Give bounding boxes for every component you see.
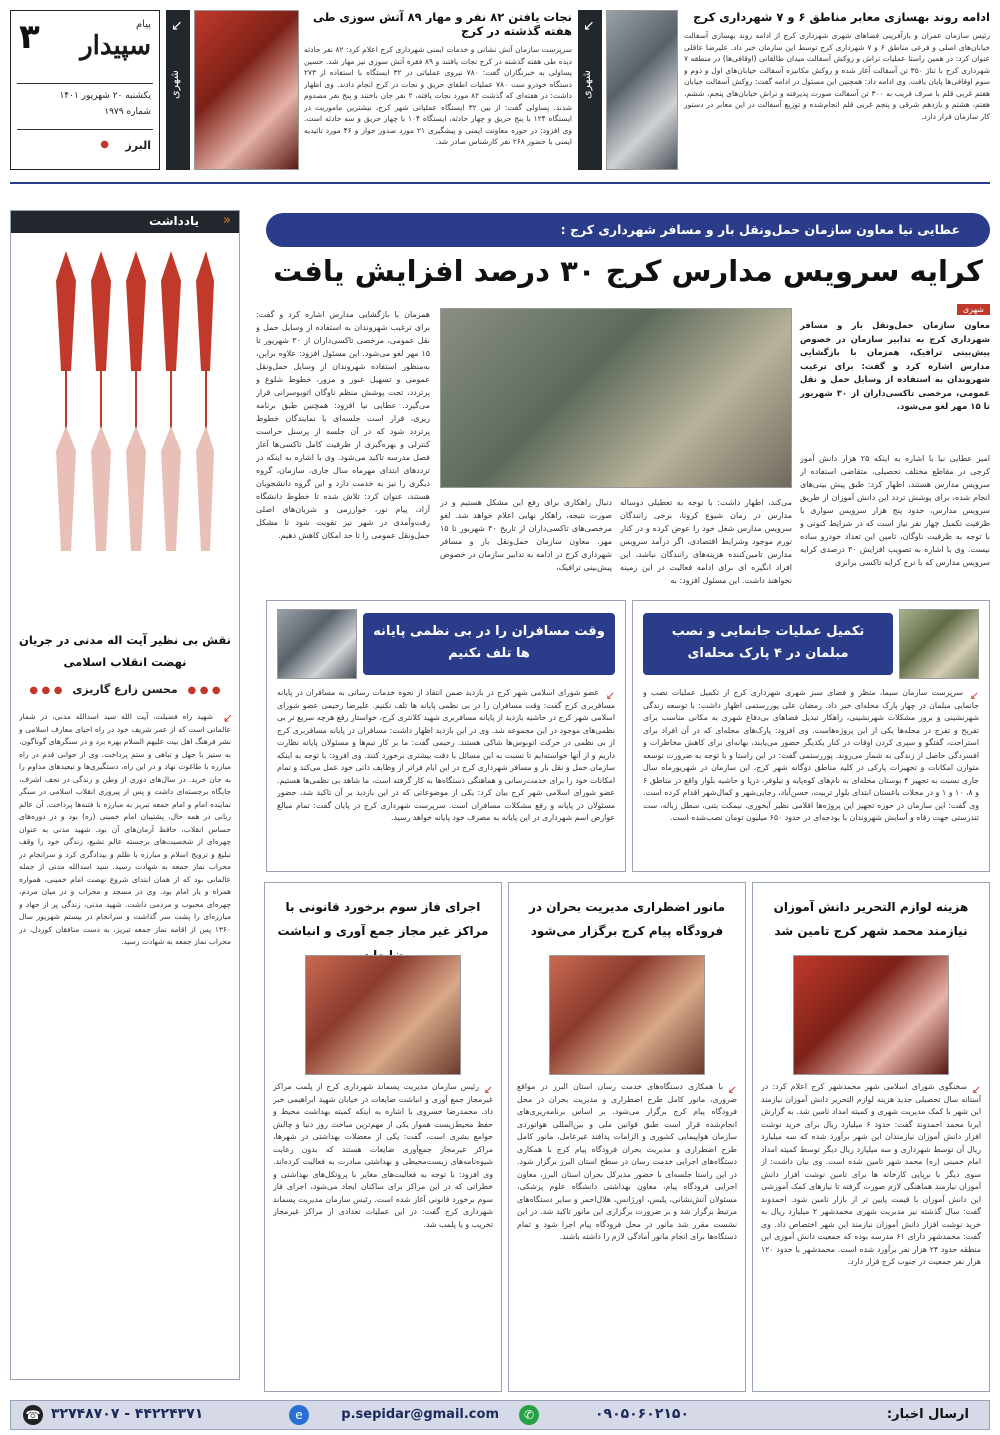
email-address[interactable]: p.sepidar@gmail.com	[341, 1407, 499, 1422]
sidebar-header	[11, 211, 239, 233]
lead-kicker: عطایی نیا معاون سازمان حمل‌ونقل بار و مسافر شهرداری کرج :	[560, 222, 960, 237]
arrow-down-left-icon: ↙	[483, 1083, 493, 1096]
logo-small: پیام	[135, 19, 151, 30]
stationery-title: هزینه لوازم التحریر دانش آموزان نیازمند محمد شهر کرج تامین شد	[773, 900, 969, 938]
sidebar-editorial	[10, 210, 240, 1380]
scrap-center-photo	[305, 955, 461, 1075]
lead-col-3: دنبال راهکاری برای رفع این مشکل هستیم و در صورت نتیجه، راهکار نهایی اعلام خواهد شد. لغو مرخصی‌های تاکسی‌داران از تاریخ ۳۰ شهریور تا ۱۵ مهر. معاون سازمان حمل‌ونقل بار و مسافر شهرداری کرج در ادامه به تدابیر سازمان در خصوص پیش‌بینی ترافیک،	[440, 498, 612, 572]
terminal-visit-photo	[277, 609, 357, 679]
footer-contact-bar	[10, 1400, 990, 1430]
author-name: محسن زارع گاریزی	[72, 683, 178, 696]
lead-kicker-bar	[266, 213, 990, 247]
lead-col-2: می‌کند، اظهار داشت: با توجه به تعطیلی دوساله مدارس در زمان شیوع کرونا، برخی رانندگان سرویس مدارس شغل خود را عوض کرده و در کنار تورم موجود وشرایط اقتصادی، اگر درآمد سرویس مدارس تامین‌کننده هزینه‌های رانندگان نباشد، این افراد انگیزه ای برای ادامه فعالیت در این زمینه نخواهند داشت. این مسئول افزود: به	[620, 498, 792, 585]
arrow-down-left-icon: ↙	[583, 18, 595, 34]
lead-intro: معاون سازمان حمل‌ونقل بار و مسافر شهرداری کرج به تدابیر سازمان در خصوص پیش‌بینی ترافیک، همزمان با بازگشایی مدارس اشاره کرد و گفت: برای ترغیب شهروندان به استفاده از وسایل حمل و نقل عمومی، مرخصی تاکسی‌داران از ۳۰ شهریور تا ۱۵ مهر لغو می‌شود.	[800, 321, 990, 412]
airport-title: مانور اضطراری مدیریت بحران در فرودگاه پیام کرج برگزار می‌شود	[528, 900, 726, 938]
officials-meeting-photo	[440, 308, 792, 488]
arrow-down-left-icon: ↙	[605, 689, 615, 702]
story-title: نجات یافتن ۸۲ نفر و مهار ۸۹ آتش سوزی طی هفته گذشته در کرج	[312, 10, 572, 38]
story-road-paving	[684, 10, 990, 175]
province-label: البرز	[125, 139, 151, 152]
stationery-body: سخنگوی شورای اسلامی شهر محمدشهر کرج اعلام کرد: در آستانه سال تحصیلی جدید هزینه لوازم التحریر دانش آموزان نیازمند این شهر با کمک مدیریت شهری و کمیته امداد تامین شد. به گزارش ایرنا محمد احمدوند گفت: حدود ۶ میلیارد ریال برای خرید نوشت افزار دانش آموزان نیازمندان این شهر برآورد شده که سه میلیارد ریال آن توسط شهرداری و سه میلیارد ریال دیگر توسط کمیته امداد امام خمینی (ره) محمد شهر تامین شده است. وی بیان داشت: از سوی دیگر با برپایی کارخانه ها برای تامین نوشت افزار دانش آموزان نیازمند هماهنگی لازم صورت گرفته تا نیازهای کمک آموزشی این دانش آموزان با قیمت پایین تر از بازار تامین شود. احمدوند گفت: سال گذشته نیز مدیریت شهری محمدشهر ۲ میلیارد ریال به خرید نوشت افزار دانش آموزان نیازمند این شهر اختصاص داد. وی گفت: محمدشهر دارای ۶۱ مدرسه بوده که جمعیت دانش آموزی این منطقه حدود ۲۴ هزار نفر برآورد شده است. محمدشهر با حدود ۱۲۰ هزار نفر جمعیت در جنوب کرج قرار دارد.	[761, 1082, 981, 1266]
sidebar-header-label: یادداشت	[149, 214, 199, 228]
arrow-down-left-icon: ↙	[727, 1083, 737, 1096]
whatsapp-icon: ✆	[519, 1405, 539, 1425]
section-label-middle: شهری	[168, 70, 181, 99]
editorial-title: نقش بی نظیر آیت اله مدنی در جریان نهضت انقلاب اسلامی	[19, 633, 231, 669]
story-scrap-centers	[264, 882, 502, 1392]
page-number: ۳	[19, 17, 40, 57]
fire-station-photo	[194, 10, 299, 170]
terminal-title-bar	[363, 613, 615, 675]
lead-col-1: امیر عطایی نیا با اشاره به اینکه ۲۵ هزار دانش آموز کرجی در مقاطع مختلف تحصیلی، متقاضی استفاده از سرویس مدارس هستند، اظهار کرد: طبق پیش بینی‌های انجام شده، برای پوشش تردد این دانش آموزان از طریق سرویس مدارس، حدود پنج هزار سرویس سواری با ظرفیت تکمیل چهار نفر نیاز است که در شرایط کنونی و با توجه به ظرفیت ناوگان، تامین این تعداد خودرو ساده نیست. وی با اشاره به تصویب افزایش ۳۰ درصدی کرایه سرویس مدارس که با نرخ کرایه تاکسی برابری	[800, 454, 990, 567]
phone-icon: ☎	[23, 1405, 43, 1425]
editorial-body: شهید راه فضیلت، آیت الله سید اسدالله مدنی، در شمار عالمانی است که از عمر شریف خود در راه احیای معارف اسلامی و نشر فرهنگ اهل بیت علیهم السلام بهره برد و در سنگرهای گوناگون، به ستیز با جهل و تباهی و ستم پرداخت. وی از جوانی قدم در راه مبارزه با طاغوت نهاد و در این راه، دستگیری‌ها و تبعیدهای مداوم را به جان خرید. در سال‌های دوری از وطن و زندگی در نجف اشرف، جایگاه برجسته‌ای داشت و پس از پیروزی انقلاب اسلامی در سنگر نماینده امام و امام جمعه تبریز به مبارزه با فتنه‌ها پرداخت. آن عالم ربانی در همه حال، پشتیبان امام خمینی (ره) بود و در دوره‌های حساس انقلاب، حافظ آرمان‌های آن بود. شهید مدنی به عنوان چهره‌ای از شخصیت‌های برجسته عالم تشیع، زندگی خود را وقف تبلیغ و ترویج اسلام و مبارزه با ظلم و بیدادگری کرد و سرانجام در محراب نماز جمعه به شهادت رسید. سید اسدالله مدنی از جمله عالمانی بود که از همان ابتدای شروع نهضت امام خمینی، همواره همراه و یار امام بود. وی در مسجد و محراب و در میان مردم، چهره‌ای محبوب و مردمی داشت. شهید مدنی، زندگی پر از جهاد و مبارزه‌ای را پشت سر گذاشت و سرانجام در بیستم شهریور سال ۱۳۶۰ پس از اقامه نماز جمعه تبریز، به دست منافقان کوردل، در محراب نماز جمعه به شهادت رسید.	[19, 712, 231, 946]
road-paving-photo	[606, 10, 678, 170]
story-airport-drill	[508, 882, 746, 1392]
memorial-graphic	[36, 251, 216, 611]
province-dot: ●	[100, 139, 109, 150]
stationery-store-photo	[793, 955, 949, 1075]
dot-divider: ● ● ●	[187, 685, 221, 696]
lead-headline: کرایه سرویس مدارس کرج ۳۰ درصد افزایش یافت	[273, 254, 983, 288]
lead-col-4: همزمان با بازگشایی مدارس اشاره کرد و گفت: برای ترغیب شهروندان به استفاده از وسایل حمل و نقل عمومی، مرخصی تاکسی‌داران از ۳۰ شهریور تا ۱۵ مهر لغو می‌شود. این مسئول افزود: علاوه براین، به‌منظور استفاده شهروندان از وسایل حمل‌ونقل عمومی و تسهیل عبور و مرور، خطوط شلوغ و پرتردد، تحت پوشش منظم ناوگان اتوبوسرانی قرار می‌گیرد. عطایی نیا افزود: همچنین طبق برنامه ریزی، قرار است جلسه‌ای با نمایندگان خطوط پرتردد شود که در آن جلسه از پرسنل حراست کنترلی و بهره‌گیری از ظرفیت کامل تاکسی‌ها آغاز فصل مدرسه تاکید می‌شود. وی با اشاره به اینکه در ترددهای ابتدای مهرماه سال جاری، سازمان، گروه دیگری را نیز به خدمت دارد و این گروه دانشجویان هستند، عنوان کرد: تلاش شده تا خطوط دانشگاه آزاد، پیام نور، خوارزمی و شریان‌های اصلی رفت‌وآمدی در شهر نیز تقویت شود تا مشکل حمل‌ونقل عمومی را تا حد امکان کاهش دهیم.	[256, 310, 430, 540]
airport-body: با همکاری دستگاه‌های خدمت رسان استان البرز در مواقع ضروری، مانور کامل طرح اضطراری و مدیریت بحران در محل فرودگاه پیام کرج برگزار می‌شود. بر اساس برنامه‌ریزی‌های انجام‌شده قرار است طبق قوانین ملی و بین‌المللی هوانوردی سازمان هواپیمایی کشوری و الزامات پدافند غیرعامل، مانور کامل طرح اضطراری و مدیریت بحران فرودگاه پیام کرج با همکاری دستگاه‌های اجرایی خدمت رسان در سطح استان البرز برگزار شود. در این راستا جلسه‌ای با حضور مدیرکل بحران استان البرز، معاون اجرایی فرودگاه پیام، معاون بهداشتی دانشگاه علوم پزشکی، مسئولان آتش‌نشانی، پلیس، اورژانس، هلال‌احمر و سایر دستگاه‌های مرتبط برگزار شد و بر ضرورت برگزاری این مانور تاکید شد. در این نشست مقرر شد مانور در محل فرودگاه پیام اجرا شود و تمام دستگاه‌ها برای انجام مانور آمادگی لازم را داشته باشند.	[517, 1082, 737, 1241]
park-title: تکمیل عملیات جانمایی و نصب مبلمان در ۴ پارک محله‌ای	[671, 624, 865, 661]
story-stationery	[752, 882, 990, 1392]
mobile-number[interactable]: ۰۹۰۵۰۶۰۲۱۵۰	[595, 1406, 689, 1422]
section-tab-middle	[166, 10, 190, 170]
section-label-right: شهری	[580, 70, 593, 99]
lead-story-body	[256, 304, 990, 594]
arrow-down-left-icon: ↙	[171, 18, 183, 34]
crisis-meeting-photo	[549, 955, 705, 1075]
arrow-down-left-icon: ↙	[222, 711, 233, 725]
editorial-author	[19, 683, 231, 696]
chevron-double-icon: «	[223, 213, 231, 228]
terminal-body: عضو شورای اسلامی شهر کرج در بازدید ضمن انتقاد از نحوه خدمات رسانی به مسافران در پایانه مسافربری کرج گفت: وقت مسافران را در بی نظمی پایانه ها تلف نکنیم. علیرضا رحیمی عضو شورای اسلامی شهر کرج در حاشیه بازدید از پایانه مسافربری شهید کلانتری کرج، خواستار رفع هرچه سریع تر بی نظمی‌های موجود در این مجموعه شد. وی در این بازدید اظهار داشت: مسافران در پایانه مسافربری کرج از بی نظمی در حرکت اتوبوس‌ها شاکی هستند. رحیمی گفت: ما بر کار تیم‌ها و مسئولان پایانه نظارت داریم و از آنها خواسته‌ایم تا نسبت به این مسائل با دقت بیشتری برخورد کنند. وی افزود: با توجه به اینکه سازمان حمل و نقل بار و مسافر شهرداری کرج در این ایام فراتر از وظایف ذاتی خود عمل می‌کند و تمام امکانات خود را برای خدمت‌رسانی و هماهنگی دستگاه‌ها به کار گرفته است، ما شاهد بی نظمی‌ها هستیم. عضو شورای اسلامی شهر کرج بیان کرد: یکی از موضوعاتی که در این بازدید بر آن تاکید شد، حضور مسئولان در پایانه و رفع مشکلات مسافران است. سرپرست شهرداری کرج در پایان گفت: تمام مبالغ عوارض اسم شهرداری در این پایانه به مصرف خود پایانه خواهد رسید.	[277, 688, 615, 822]
email-icon: e	[289, 1405, 309, 1425]
terminal-title: وقت مسافران را در بی نظمی پایانه ها تلف نکنیم	[373, 624, 605, 661]
logo-main: سپیدار	[80, 31, 151, 61]
story-title: ادامه روند بهسازی معابر مناطق ۶ و ۷ شهرداری کرج	[693, 10, 990, 24]
section-tab-right	[578, 10, 602, 170]
story-body: رئیس سازمان عمران و بازآفرینی فضاهای شهری شهرداری کرج از ادامه روند بهسازی آسفالت خیابان‌های اصلی و فرعی مناطق ۶ و ۷ شهرداری کرج توسط این سازمان خبر داد. علیرضا عاقلی عنوان کرد: در همین راستا عملیات تراش و روکش آسفالت میدان طالقانی (اوقافی‌ها) در منطقه ۷ شهرداری کرج با تناژ ۳۵۰ تن آسفالت آغاز شده و روکش مکانیزه آسفالت خیابان‌های اول و دوم و سوم اوقافی‌ها پایان یافت. وی ادامه داد: همچنین این مسئول در ادامه گفت: روکش آسفالت خیابان هفتم غربی قلم با صرف قریب به ۳۰۰ تن آسفالت صورت پذیرفته و تراش خیابان‌های پنجم، ششم، هفتم، هشتم و یازدهم شرقی و پنجم غربی قلم انجام‌شده و توزیع آسفالت در این معابر در دستور کار سازمان قرار دارد.	[684, 31, 990, 121]
send-news-label: ارسال اخبار:	[886, 1407, 969, 1422]
scrap-body: رئیس سازمان مدیریت پسماند شهرداری کرج از پلمب مراکز غیرمجاز جمع آوری و انباشت ضایعات در خیابان شهید ابراهیمی خبر داد. محمدرضا خسروی با اشاره به اینکه کمیته بهداشت محیط و حفظ محیط‌زیست هموار یکی از مهم‌ترین مباحث روز دنیا و چالش جوامع بشری است، گفت: یکی از معضلات بهداشتی در شهرها، مراکز غیرمجاز جمع‌آوری ضایعات هستند که بدون رعایت شیوه‌نامه‌های زیست‌محیطی و بهداشتی مبادرت به فعالیت کرده‌اند. وی افزود: با توجه به فعالیت‌های مغایر با پروتکل‌های بهداشتی و خطراتی که در این مراکز برای ساکنان ایجاد می‌شود، اجرای فاز سوم برخورد قانونی آغاز شده است. رئیس سازمان مدیریت پسماند شهرداری کرج گفت: در این عملیات تعدادی از مراکز غیرمجاز تخریب و یا پلمب شد.	[273, 1082, 493, 1229]
story-park-furniture	[632, 600, 990, 872]
issue-number: شماره ۱۹۷۹	[104, 107, 151, 117]
park-bench-photo	[899, 609, 979, 679]
story-fire-rescue	[304, 10, 572, 175]
phone-number[interactable]: ۳۲۷۴۸۷۰۷ - ۴۴۲۲۴۳۷۱	[51, 1406, 204, 1422]
arrow-down-left-icon: ↙	[971, 1083, 981, 1096]
park-title-bar	[643, 613, 893, 675]
scrap-title: اجرای فاز سوم برخورد قانونی با مراکز غیر مجاز جمع آوری و انباشت	[277, 900, 489, 938]
story-terminal	[266, 600, 626, 872]
dot-divider: ● ● ●	[29, 685, 63, 696]
park-body: سرپرست سازمان سیما، منظر و فضای سبز شهری شهرداری کرج از تکمیل عملیات نصب و جانمایی مبلمان در چهار پارک محله‌ای خبر داد. رمضان علی پوررستمی اظهار داشت: با توسعه زندگی شهرنشینی و بروز مشکلات شهرنشینی، راهکار تبدیل فضاهای بی‌دفاع شهری به مکانی مناسب برای تفریح و تفرج در محله‌ها یکی از این پروژه‌هاست. وی افزود: پارک‌های محله‌ای که در آن افراد برای استراحت، گفتگو و سپری کردن اوقات در کنار یکدیگر حضور می‌یابند، بهانه‌ای برای کاهش مخاطرات و افسردگی حاصل از زندگی به شمار می‌روند. پوررستمی گفت: در این راستا و با توجه به ضرورت توسعه متوازن امکانات و تجهیزات پارکی در کلیه مناطق دوگانه شهر کرج، این سازمان در شهریورماه سال جاری نسبت به تجهیز ۴ بوستان محله‌ای به نام‌های کوه‌پایه و نیلوفر، دریا و حاشیه بلوار واقع در مناطق ۶ و ۸، ۱۰ و ۱ و در محلات باغستان ابتدای بلوار تربیت، حسن‌آباد، رجایی‌شهر و کمال‌شهر اقدام کرده است. وی گفت: این سازمان در حوزه تجهیز این پروژه‌ها اقلامی نظیر آبخوری، نیمکت بتنی، سطل زباله، ست تندرستی جهت رفاه و آسایش شهروندان با بودجه‌ای در حدود ۶۵۰ میلیون تومان نصب‌شده است.	[643, 688, 979, 822]
lead-badge: شهری	[957, 304, 990, 315]
issue-date: یکشنبه ۲۰ شهریور ۱۴۰۱	[59, 91, 151, 101]
arrow-down-left-icon: ↙	[969, 689, 979, 702]
story-body: سرپرست سازمان آتش نشانی و خدمات ایمنی شهرداری کرج اعلام کرد: ۸۲ نفر حادثه دیده طی هفته گذشته در کرج نجات یافتند و ۸۹ فقره آتش سوزی نیز مهار شد. حسین پساولی به خبرنگاران گفت: ۷۸۰ نیروی عملیاتی در ۳۲ ایستگاه با استفاده از ۲۷۳ دستگاه خودرو ست ۷۸۰ عملیات اطفای حریق و نجات در کرج انجام دادند. وی اظهار داشت: در هفته‌ای که گذشت ۸۲ مورد نجات یافته، ۲ نفر جان باختند و پنج نفر مصدوم شدند. پساولی گفت: از بین ۳۲ ایستگاه عملیاتی شهر کرج، بیشترین ماموریت در ایستگاه ۱۲۴ با پنج حریق و چهار حادثه، ایستگاه ۱۰۴ با چهار حریق و سه حادثه است. وی افزود: در حوزه معاونت ایمنی و پیشگیری ۲۱ مورد صدور جواز و ۴۶ مورد تائیدیه ایمنی با حضور ۲۶۸ نفر کارشناس صادر شد.	[304, 45, 572, 146]
masthead-logo-block	[10, 10, 160, 170]
